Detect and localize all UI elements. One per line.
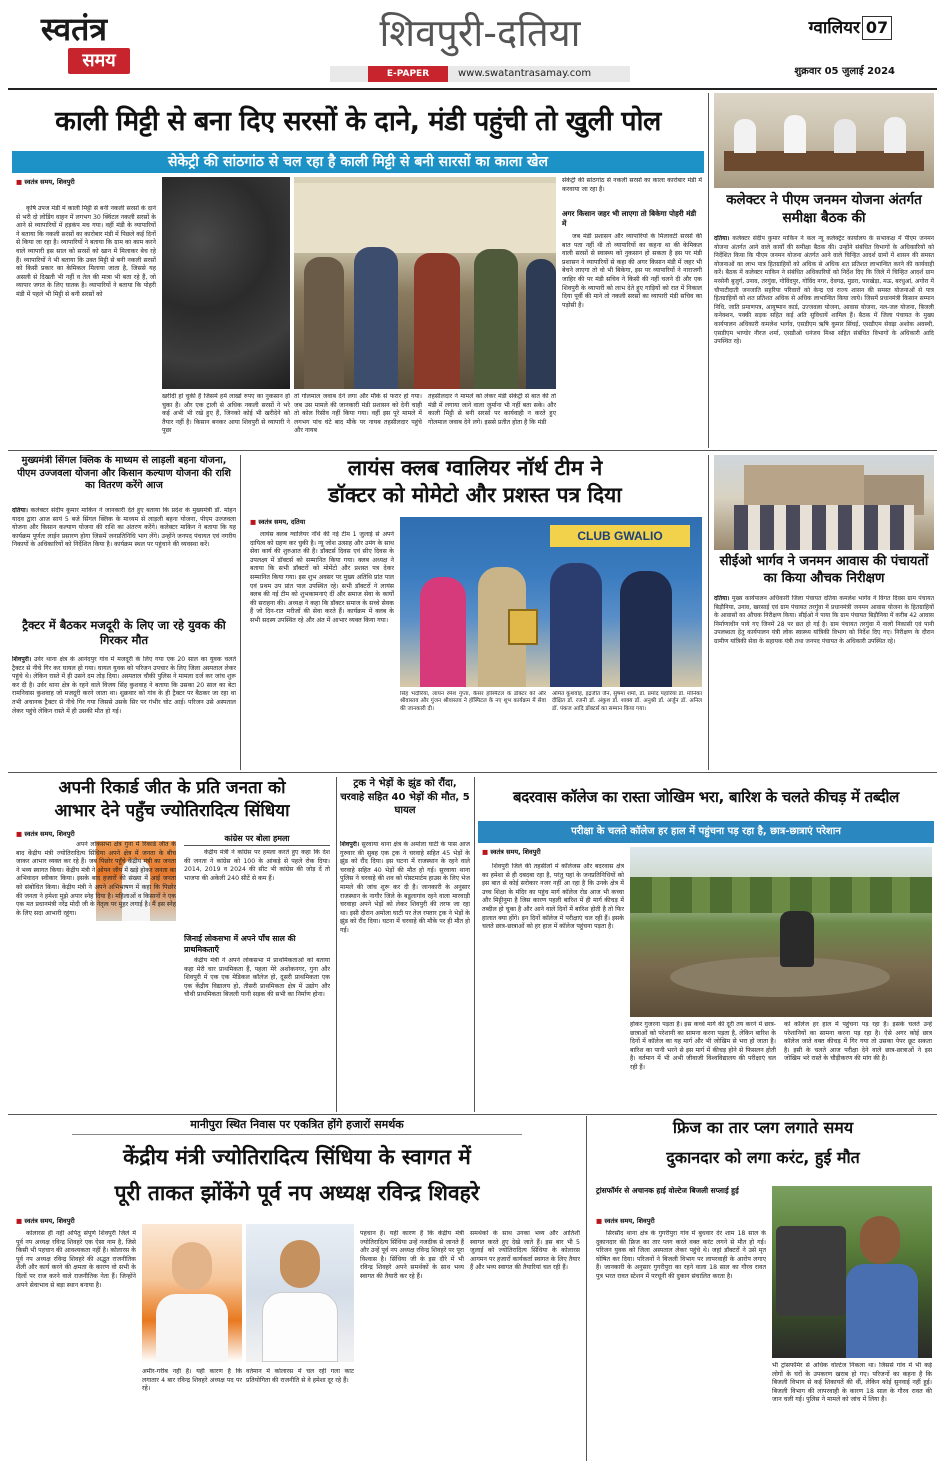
ceo-headline: सीईओ भार्गव ने जनमन आवास की पंचायतों का किया औचक निरीक्षण	[719, 554, 929, 586]
collector-dateline: दतिया।	[714, 235, 730, 242]
scindia-headline-1: अपनी रिकार्ड जीत के प्रति जनता को	[58, 778, 286, 798]
shivhare-face	[280, 1240, 320, 1288]
lead-col3: तो गोलमाल जवाब देने लगा और मौके से फरार हो गया। जब उस मामले की जानकारी मंडी प्रशासन को देनी चाही तो कोल रिसीव नहीं किया गया। वहीं इस पूरे मामले में लगभग पांच घंटे बाद मौके पर नायब तहसीलदार पहुंचे और नायब	[294, 393, 422, 435]
shivhare-col2: अमीर-गरीब नहीं है। यही कारण है कि लगातार 4 बार रविन्द्र शिवहरे अध्यक्ष पद पर रहे।	[142, 1368, 242, 1393]
band2-left-rule	[240, 455, 241, 770]
collector-body	[714, 235, 934, 445]
cm-story	[12, 455, 236, 615]
shivhare-portrait	[246, 1224, 354, 1362]
scindia-portrait	[142, 1224, 242, 1362]
lions-person-4	[620, 571, 672, 687]
crowd-2	[354, 247, 398, 389]
meeting-person-4	[884, 117, 906, 153]
truck-headline: ट्रक ने भेड़ों के झुंड को रौंदा, चरवाहे सहित 40 भेड़ों की मौत, 5 घायल	[340, 778, 470, 816]
cm-body	[12, 507, 236, 613]
lead-story	[12, 93, 704, 448]
fridge-col2: भी ट्रांसफॉर्मर से अधिक वोल्टेज निकला था। जिससे गांव में भी कई लोगों के घरों के उपकरण खराब हो गए। परिजनों का कहना है कि बिजली विभाग से कई शिकायतें की थीं, लेकिन कोई सुनवाई नहीं हुई। बिजली विभाग की लापरवाही के कारण 18 साल के गौरव रावत की जान चली गई। पुलिस ने मामले को जांच में लिया है।	[772, 1362, 932, 1404]
logo-top: स्वतंत्र	[40, 10, 108, 48]
badarwas-col2: होकर गुजरना पड़ता है। इस कच्चे मार्ग की दूरी तय करने में छात्र-छात्राओं को परेशानी का सामना करना पड़ता है, लेकिन बारिश के दिनों में कॉलेज का यह मार्ग और भी जोखिम से भरा हो जाता है। बारिश का पानी भरने से इस मार्ग में कीचड़ होने से फिसलन होती है। वर्तमान में भी अभी जीवाजी विश्वविद्यालय की परीक्षाएं चल रही हैं।	[630, 1021, 776, 1071]
scindia-headline-2: आभार देने पहुँच ज्योतिरादित्य सिंधिया	[54, 801, 290, 821]
masthead	[0, 0, 945, 88]
fridge-body: सिरसौद थाना क्षेत्र के गुगरीपुरा गांव में बुधवार देर शाम 18 साल के दुकानदार की फ्रिज का तार प्लग करते वक्त करंट लगने से मौत हो गई। परिजन युवक को जिला अस्पताल लेकर पहुंचे थे। जहां डॉक्टरों ने उसे मृत घोषित कर दिया। परिजनों ने बिजली विभाग पर लापरवाही के आरोप लगाए हैं। जानकारी के अनुसार गुगरीपुरा का रहने वाला 18 साल का गौरव रावत पुत्र भरत रावत स्टेशन में परचूनी की दुकान संचालित करता है।	[596, 1230, 766, 1280]
ceo-site-photo	[714, 455, 934, 550]
lead-col4: तहसीलदार ने मामले को लेकर मंडी सेकेट्री से बात की तो मंडी में लगाया जाने वाला जुर्माना भी नहीं बता सके। और काली मिट्टी से बनी सरसों पर कार्यवाही न करते हुए गोलमाल जवाब देने लगे। इससे प्रतीत होता है कि मंडी	[428, 393, 556, 426]
badarwas-byline: ■ स्वतंत्र समय, शिवपुरी	[482, 847, 622, 856]
band3-rule	[8, 1114, 937, 1115]
fridge-kicker: ट्रांसफॉर्मर से अचानक हाई वोल्टेज बिजली सप्लाई हुई	[596, 1186, 739, 1195]
crowd-3	[414, 253, 460, 389]
cm-text: कलेक्टर संदीप कुमार माकिन ने जानकारी देते हुए बताया कि प्रदेश के मुख्यमंत्री डॉ. मोहन यादव द्वारा आज सायं 5 बजे सिंगल क्लिक के माध्यम से लाड़ली बहना योजना, पीएम उज्जवला योजना और किसान कल्याण योजना की राशि का अंतरण करेंगे। कलेक्टर माकिन ने बताया कि यह कार्यक्रम पूर्णतः लाईन प्रसारण होगा जिसमें जनप्रतिनिधि भाग लेंगे। उन्होंने जनपद पंचायत एवं नगरीय निकायों के अधिकारियों को निर्देशित किया है। कार्यक्रम स्थल पर पहुंचाने की व्यवस्था करें।	[12, 507, 236, 549]
manipura-strap: मानीपुरा स्थित निवास पर एकत्रित होंगे हजारों समर्थक	[72, 1116, 522, 1135]
lead-right-rule	[708, 93, 709, 448]
shivhare-col4: पहचान है। यही कारण है कि केंद्रीय मंत्री ज्योतिरादित्य सिंधिया उन्हें नजदीक से जानते हैं और उन्हें पूर्व नप अध्यक्ष रविन्द्र शिवहरे पर पूरा विश्वास है। सिंधिया जी के इस दौरे में भी रविन्द्र शिवहरे अपने समर्थकों के साथ भव्य स्वागत की तैयारी कर रहे हैं।	[360, 1230, 464, 1280]
ceo-body	[714, 595, 934, 767]
tractor-headline: ट्रैक्टर में बैठकर मजदूरी के लिए जा रहे युवक की गिरकर मौत	[22, 618, 226, 647]
meeting-photo	[714, 93, 934, 188]
page-number: 07	[862, 16, 892, 40]
fridge-headline-1: फ्रिज का तार प्लग लगाते समय	[672, 1118, 854, 1137]
logo-bottom: समय	[68, 48, 130, 74]
lions-person-1	[420, 577, 466, 687]
badarwas-headline: बदरवास कॉलेज का रास्ता जोखिम भरा, बारिश के चलते कीचड़ में तब्दील	[512, 788, 899, 806]
scindia-face	[172, 1242, 212, 1290]
band3-rule-b	[474, 777, 475, 1112]
tractor-story	[12, 618, 236, 768]
lead-byline: ■ स्वतंत्र समय, शिवपुरी	[16, 177, 166, 186]
meeting-person-1	[734, 119, 756, 153]
ceo-text: मुख्य कार्यपालन अधिकारी जिला पंचायत दतिया कमलेश भार्गव ने विगत दिवस ग्राम पंचायत बिड़ौनिया, उनाव, खरसाई एवं ग्राम पंचायत तरगुंवा में प्रधानमंत्री जनमन आवास योजना के हितग्राहियों के आवासों का औचक निरीक्षण किया। सीईओ ने पाया कि ग्राम पंचायत बिड़ौनिया में करीब 42 आवास निर्माणाधीन पाये गए जिनमें 28 पर छत हो गई है। ग्राम पंचायत तरगुंवा में नालों निकासी एवं पानी उपलब्धता हेतु कार्यपालन यंत्री लोक स्वास्थ्य यांत्रिकी विभाग को निर्देश दिए गए। निरीक्षण के दौरान ग्रामीण यांत्रिकी सेवा के सहायक यंत्री तथा जनपद पंचायत के अधिकारी उपस्थित रहे।	[714, 595, 934, 645]
scindia-box-headline: कांग्रेस पर बोला हमला	[184, 833, 330, 846]
lions-byline: ■ स्वतंत्र समय, दतिया	[250, 517, 390, 526]
road-motorcycle	[780, 911, 814, 967]
lead-col2: खरीदी हो चुकी है जिसमें हमें लाखों रुपए का नुकसान हो चुका है। और एक ट्राली से अधिक नकली सरसों ने भरे कई अभी भी रखे हुए हैं, जिनको कोई भी खरीदेने को तैयार नहीं है। किसान बनकर आया शिवपुरी से व्यापारी ने पूछा	[162, 393, 290, 435]
mandi-farmers-photo	[294, 177, 556, 389]
lead-col5-subhead: अगर किसान जहर भी लाएगा तो बिकेगा पोहरी मंडी में	[562, 209, 697, 228]
band2-rule	[8, 772, 937, 773]
fridge-headline-2: दुकानदार को लगा करंट, हुई मौत	[666, 1148, 860, 1167]
crowd-1	[304, 257, 344, 389]
lions-award-photo	[400, 517, 702, 687]
collector-story	[714, 93, 934, 448]
band2-right-rule	[708, 455, 709, 770]
truck-text: सुरवाया थाना क्षेत्र के अमोला घाटी के पास आज गुरुवार की सुबह एक ट्रक ने चरवाहे सहित 45 भेड़ों के झुंड को रौंद दिया। इस घटना में राजस्थान के रहने वाले चरवाहे सहित 40 भेड़ों की मौत हो गई। सुरवाया थाना पुलिस ने चरवाहे की शव को पोस्टमार्टम हाउस के लिए भेज मामले की जांच शुरू कर दी है। जानकारी के अनुसार राजस्थान के नागौर जिले के बडूलागांव रहने वाला मारवाड़ी चरवाहा अपने भेड़ों को लेकर शिवपुरी की तरफ जा रहा था। इसी दौरान अमोला घाटी पर तेज रफ्तार ट्रक ने भेड़ों के झुंड को रौंद दिया। घटना में चरवाहे की मौके पर ही मौत हो गई।	[340, 841, 470, 934]
collector-text: कलेक्टर संदीप कुमार माकिन ने कल न्यू कलेक्ट्रेट कार्यालय के सभाकक्ष में पीएम जनमन योजना अंतर्गत आने वाले कार्यों की समीक्षा बैठक की। उन्होंने संबंधित विभागों के अधिकारियों को निर्देशित किया कि पीएम जनमन योजना अंतर्गत आने वाले चिन्हित आदर्श ग्रामों में शासन की समस्त योजनाओं का लाभ पात्र हितग्राहियों को अधिक से अधिक शत प्रतिशत लाभान्वित करने की कार्यवाही करें। बैठक में कलेक्टर माकिन ने संबंधित अधिकारियों को निर्देश दिए कि जिले में चिन्हित आदर्श ग्राम मरसेनी बुजुर्ग, उनाव, तरगुंवा, गोविंदपुर, गोविंद नगर, देवगढ़, मुडरा, पारखेड़ा, मऊ, बरधुआं, अगोरा में चौपाटीदाती जनजाति सहरिया परिवारों को केन्द्र एवं राज्य शासन की समस्त योजनाओं से पात्र हितग्राहियों को शत प्रतिशत अधिक से अधिक लाभान्वित किया जाये। जिसमें प्रधानमंत्री किसान सम्मान निधि, जाति प्रमाणपत्र, आयुष्मान कार्ड, उज्जवला योजना, आवास योजना, नल-जल योजना, बिजली कनेक्शन, पक्की सड़क सहित कई अति सुविधायें शामिल हैं। बैठक में जिला पंचायत के मुख्य कार्यपालन अधिकारी कमलेश भार्गव, एसडीएम ऋषि कुमार सिंघई, एसडीएम सेवढ़ा अशोक अवस्थी, एसडीएम भाण्डेर नीरज शर्मा, एसडीओ धनंजय मिश्रा सहित संबंधित विभागों के अधिकारी आदि उपस्थित रहे।	[714, 235, 934, 346]
lions-plaque	[508, 609, 538, 645]
cm-headline: मुख्यमंत्री सिंगल क्लिक के माध्यम से लाड़ली बहना योजना, पीएम उज्जवला योजना और किसान कल्याण योजना की राशि का वितरण करेंगे आज	[17, 455, 231, 491]
fridge-story	[592, 1116, 934, 1461]
mustard-soil-photo	[162, 177, 290, 389]
lions-body: लायंस क्लब ग्वालियर नॉर्थ की नई टीम 1 जुलाई से अपने दायित्व को ग्रहण कर चुकी है। न्यू जोश उत्साह और उमंग के साथ सेवा कार्य की शुरुआत की है। डॉक्टर्स दिवस एवं सीए दिवस के उपलक्ष्य में डॉक्टर्स को सम्मानित किया गया। क्लब अध्यक्ष ने बताया कि सभी डॉक्टरों को मोमेंटो और प्रशस्त पत्र देकर सम्मानित किया गया। इस शुभ अवसर पर मुख्य अतिथि प्रांत पाल एवं प्रथम उप प्रांत पाल उपस्थित रहे। सभी डॉक्टरों ने लायंस क्लब की नई टीम को शुभकामनाएं दीं और समाज सेवा के कार्यों की सराहना की। अध्यक्ष ने कहा कि डॉक्टर समाज के सच्चे सेवक हैं जो दिन-रात मरीजों की सेवा करते हैं। कार्यक्रम में क्लब के सभी सदस्य उपस्थित रहे और अंत में आभार व्यक्त किया गया।	[250, 531, 394, 624]
badarwas-col3: को कॉलेज हर हाल में पहुंचना पड़ रहा है। इसके चलते उन्हें परेशानियों का सामना करना पड़ रहा है। ऐसे अगर कोई छात्र कॉलेज जाते वक्त कीचड़ में गिर गया तो उसका पेपर छूट सकता है। इसी के चलते आज परीक्षा देने वाले छात्र-छात्राओं ने इस जोखिम भरे रास्ते के चौड़ीकरण की मांग की है।	[784, 1021, 932, 1063]
meeting-person-2	[784, 115, 806, 153]
scindia-byline: ■ स्वतंत्र समय, शिवपुरी	[16, 829, 166, 838]
collector-headline: कलेक्टर ने पीएम जनमन योजना अंतर्गत समीक्षा बैठक की	[726, 192, 922, 226]
muddy-road-photo	[630, 847, 932, 1017]
victim-shirt	[846, 1264, 918, 1358]
crowd-5	[526, 259, 556, 389]
shivhare-byline: ■ स्वतंत्र समय, शिवपुरी	[16, 1216, 166, 1225]
scindia-story	[12, 777, 332, 1112]
meeting-table	[724, 151, 924, 171]
website-link[interactable]: www.swatantrasamay.com	[458, 68, 592, 79]
mandi-wall	[294, 183, 556, 253]
lions-caption-2: अमित कुशवाह, इंद्रजीत जैन, सुषमा शर्मा, डॉ. प्रमोद पहारिया डॉ. मोनिका दीक्षित डॉ. रजनी डॉ. अंकुश डॉ. शाक्य डॉ. अनुश्री डॉ. अर्जुन डॉ. अनिल डॉ. पंकज आदि डॉक्टर्स का सम्मान किया गया।	[552, 691, 702, 712]
shivhare-shirt	[262, 1292, 338, 1362]
tractor-dateline: शिवपुरी।	[12, 656, 32, 663]
road-trees	[630, 877, 932, 913]
fridge-byline: ■ स्वतंत्र समय, शिवपुरी	[596, 1216, 746, 1225]
scindia-box2-headline: जिनाई लोकसभा में अपने पाँच साल की प्राथमिकताएँ	[184, 934, 296, 954]
cm-dateline: दतिया।	[12, 507, 28, 514]
band1-rule	[8, 450, 937, 451]
lead-headline: काली मिट्टी से बना दिए सरसों के दाने, मंडी पहुंची तो खुली पोल	[55, 106, 661, 137]
lions-banner: CLUB GWALIO	[550, 525, 690, 547]
lead-subhead: सेकेट्री की सांठगांठ से चल रहा है काली मिट्टी से बनी सारसों का काला खेल	[12, 151, 704, 173]
scindia-box-body: केंद्रीय मंत्री ने कांग्रेस पर हमला करते हुए कहा कि देश की जनता ने कांग्रेस को 100 के आंकड़े से पहले रोक दिया। 2014, 2019 व 2024 की सीट भी कांग्रेस की जोड़ दें तो भाजपा की अकेली 240 सीटें से कम हैं।	[184, 849, 330, 882]
epaper-label: E-PAPER	[368, 66, 448, 82]
ceo-dateline: दतिया।	[714, 595, 730, 602]
lead-col5a: सेकेट्री की सांठगांठ से नकली सरसों का काला कारोबार मंडी में करवाया जा रहा है।	[562, 177, 702, 193]
masthead-rule	[8, 88, 937, 90]
meeting-person-3	[834, 119, 856, 153]
lead-col1: कृषि उपज मंडी में काली मिट्टी से बनी नकली सरसों के दाने से भरी दो लोडिंग वाहन में लगभग 30 क्विंटल नकली सरसों के आने से व्यापारियों में हड़कंप मच गया। वहीं मंडी के व्यापारियों ने बताया कि नकली सरसों का कारोबार मंडी में पिछले कई दिनों से किया जा रहा है। व्यापारियों ने बताया कि ग्राम का काम करने वाले व्यापारी इस साल को सरसों को खान में मिलाकर बेच रहे हैं। व्यापारियों ने भी बताया कि उक्त मिट्टी से बनी नकली सरसों को किसी प्रकार का केमिकल मिलाया जाता है, जिससे यह असली से दिखती भी नहीं व तेल की मात्रा भी बता रहे हैं, जो व्यापार जगत के लिए घातक है। व्यापारियों ने बताया कि पोहरी मंडी में पहले भी मिट्टी से बनी सरसों को	[16, 205, 156, 298]
lions-headline-1: लायंस क्लब ग्वालियर नॉर्थ टीम ने	[347, 456, 603, 480]
badarwas-body: शिवपुरी जिले की तहसीलों में कॉलेजस और बदरवास क्षेत्र का हमेशा से ही दबदबा रहा है, परंतु यहां के जनप्रतिनिधियों को इस बात से कोई सरोकार नजर नहीं आ रहा है कि उनके क्षेत्र में उच्च शिक्षा के मंदिर का पहुंच मार्ग कॉलेज रोड आज भी कच्चा और मिट्टीनुमा है जिस कारण पहली बारिश में ही मार्ग कीचड़ में तब्दील हो चुका है और आने वाले दिनों में बारिश होती है तो फिर हालात क्या होंगे। इन दिनों कॉलेज में परीक्षाएं चल रही हैं। इसके चलते छात्र-छात्राओं को हर हाल में कॉलेज पहुंचना पड़ता है।	[482, 863, 624, 931]
scindia-body: अपने लोकसभा क्षेत्र गुना में रिकार्ड जीत के बाद केंद्रीय मंत्री ज्योतिरादित्य सिंधिया अपने क्षेत्र में जनता के बीच जाकर आभार व्यक्त कर रहे हैं। जब पिछोर पहुँचे केंद्रीय मंत्री का जनता ने भव्य स्वागत किया। केंद्रीय मंत्री ने ओपन जीप में खड़े होकर जनता का अभिवादन स्वीकार किया। इसके बाद हजारों की संख्या में आई जनता को संबोधित किया। केंद्रीय मंत्री ने अपने अभिभाषण में कहा कि पिछोर की जनता ने हमेशा मुझे अपार स्नेह दिया है। महिलाओं व किसानों ने एक एक मत प्रधानमंत्री नरेंद्र मोदी जी के नेतृत्व पर मुहर लगाई है। मैं इस स्नेह के लिए सदा आभारी रहूंगा।	[16, 841, 176, 917]
shivhare-headline-2: पूरी ताकत झोंकेंगे पूर्व नप अध्यक्ष रविन्द्र शिवहरे	[114, 1181, 480, 1205]
crowd-4	[474, 249, 518, 389]
city-name: ग्वालियर	[808, 18, 860, 38]
truck-story	[340, 777, 470, 1112]
lions-headline-2: डॉक्टर को मोमेटो और प्रशस्त पत्र दिया	[328, 483, 622, 507]
scindia-box2-body: केंद्रीय मंत्री ने अपने लोकसभा में प्राथमिकताओं को बताया कहा मेरी चार प्राथमिकता हैं, पहला मेरे अशोकनगर, गुना और शिवपुरी में एक एक मेडिकल कॉलेज हो, दूसरी प्राथमिकता एक एक केंद्रीय विद्यालय हो, तीसरी प्राथमिकता क्षेत्र में उद्योग और चौथी प्राथमिकता बिजली पानी सड़क की सभी का निर्माण होना।	[184, 957, 330, 999]
badarwas-story	[478, 777, 934, 1112]
truck-body	[340, 841, 470, 1109]
section-title: शिवपुरी-दतिया	[379, 11, 581, 55]
shivhare-col3: वर्तमान में कोलारस में चल रही गला काट प्रतियोगिता की राजनीति से वे हमेशा दूर रहे हैं।	[246, 1368, 354, 1384]
badarwas-subhead: परीक्षा के चलते कॉलेज हर हाल में पहुंचना पड़ रहा है, छात्र-छात्राएं परेशान	[478, 821, 934, 843]
victim-photo	[772, 1186, 932, 1358]
issue-date: शुक्रवार 05 जुलाई 2024	[794, 66, 895, 77]
truck-dateline: शिवपुरी।	[340, 841, 360, 848]
tractor-text: उर्वर थाना क्षेत्र के आनंदपुर गांव में मजदूरी के लिए गया एक 20 साल का युवक चलते ट्रैक्टर से नीचे गिर कर घायल हो गया। घायल युवक को परिजन उपचार के लिए जिला अस्पताल लेकर पहुंचे थे। लेकिन रास्ते में ही उसने दम तोड़ दिया। अस्पताल चौकी पुलिस ने मामला दर्ज कर जांच शुरू कर दी है। उर्वर थाना क्षेत्र के रहने वाले विजय सिंह कुशवाह ने बताया कि उसका 20 साल का बेटा रामनिवास कुशवाह जो मजदूरी करने जाता था। शुक्रवार को गांव के ही ट्रैक्टर पर बैठकर जा रहा था तभी अचानक ट्रैक्टर से नीचे गिर गया जिससे उसके सिर पर गंभीर चोट आई। परिजन उसे अस्पताल लेकर पहुंचे लेकिन रास्ते में ही उसकी मौत हो गई।	[12, 656, 236, 715]
shivhare-col5: समर्थकों के साथ उनका भव्य और आतिशी स्वागत करते हुए देखे जाते हैं। इस बार भी 5 जुलाई को ज्योतिरादित्य सिंधिया के कोलारस आगमन पर हजारों कार्यकर्ता स्वागत के लिए तैयार हैं और भव्य स्वागत की तैयारियां चल रही हैं।	[470, 1230, 580, 1272]
band4-rule	[586, 1116, 587, 1461]
site-people	[734, 505, 914, 550]
masthead-logo	[18, 10, 130, 80]
lions-story	[246, 455, 704, 770]
tractor-body	[12, 656, 236, 766]
lions-person-3	[550, 563, 602, 687]
shivhare-story	[12, 1116, 582, 1461]
victim-car	[776, 1226, 846, 1316]
scindia-shirt	[156, 1294, 228, 1362]
shivhare-headline-1: केंद्रीय मंत्री ज्योतिरादित्य सिंधिया के स्वागत में	[123, 1145, 471, 1169]
band3-rule-a	[336, 777, 337, 1112]
shivhare-col1: कोलारस ही नहीं अपितु संपूर्ण शिवपुरी जिले में पूर्व नप अध्यक्ष रविन्द्र शिवहरे एक ऐसा नाम है, जिसे किसी भी पहचान की आवश्यकता नहीं है। कोलारस के पूर्व नप अध्यक्ष रविन्द्र शिवहरे की अद्भुत राजनीतिक शैली और कार्य करने की क्षमता के कारण वो सभी के दिलों पर राज करने वाले राजनीतिक नेता हैं। जिन्होंने अपने सेवाभाव से बड़ा स्थान बनाया है।	[16, 1230, 136, 1289]
lead-col5b: जब मंडी प्रशासन और व्यापारियों के मिलावटी सरसों की बात पता नहीं थी तो व्यापारियों का कहना था की केमिकल वाली सरसों से स्वास्थ्य को नुकसान हो सकता है इस पर मंडी प्रशासन ने व्यापारियों से कहा की अगर किसान मंडी में जहर भी बेचने लाएगा तो वो भी बिकेगा, इस पर व्यापारियों ने नाराजगी जाहिर की पर मंडी सचिव ने किसी की नहीं चलने दी और एक शिवपुरी के व्यापारी को लाभ देते हुए गाड़ियों को रात में निकाल दिया पूर्वी की माने तो नकली सरसों का व्यापारी मंडी सचिव का पड़ोसी है।	[562, 233, 702, 309]
victim-face	[860, 1216, 900, 1264]
lions-caption-1: सिंह भदौरिया, लायन रमेश गुप्ता, कैंसर हॉस्पिटल के डॉक्टर को और श्रीवास्तव और गुंजन श्रीवास्तव ने हॉस्पिटल के नए शुभ कार्यक्रम में सेवा की जानकारी दी।	[400, 691, 546, 712]
ceo-story	[714, 455, 934, 770]
